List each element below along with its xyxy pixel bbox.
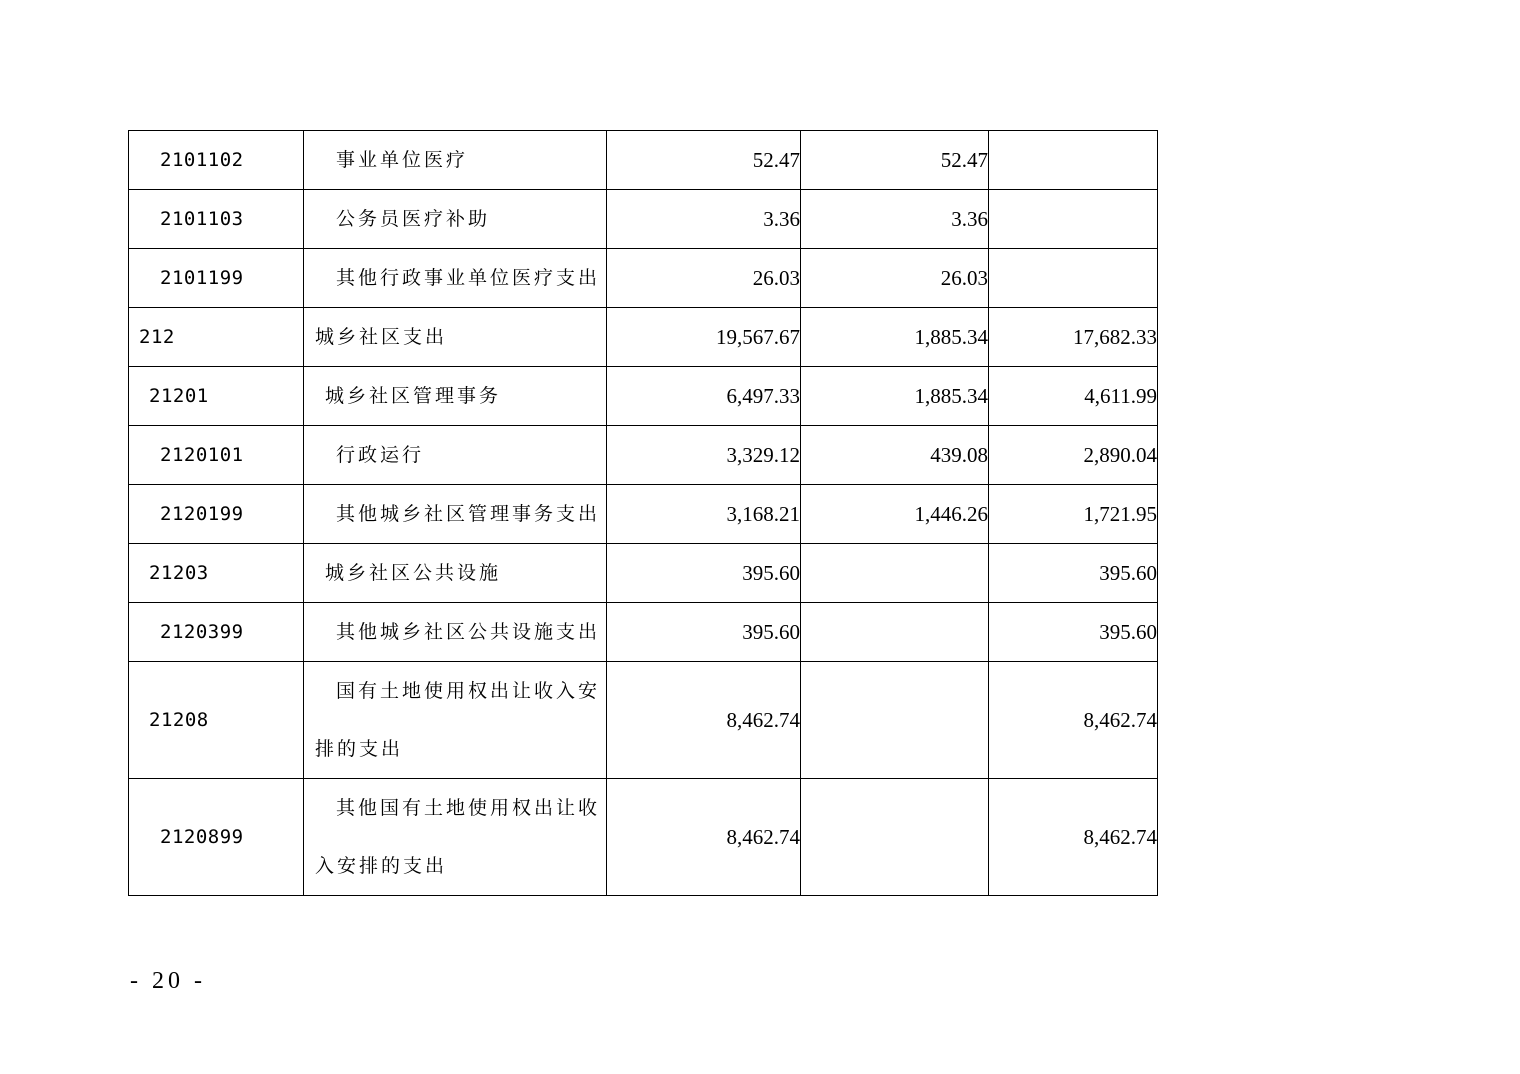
total-amount: 395.60: [607, 603, 801, 662]
subject-name: 其他城乡社区公共设施支出: [304, 603, 607, 662]
subject-code: 21208: [129, 662, 304, 779]
subject-code: 2101102: [129, 131, 304, 190]
total-amount: 8,462.74: [607, 779, 801, 896]
budget-table-body: [129, 131, 1158, 896]
subject-name: 其他行政事业单位医疗支出: [304, 249, 607, 308]
table-row: [129, 367, 1158, 426]
basic-expenditure: [801, 779, 989, 896]
subject-code: 2120101: [129, 426, 304, 485]
total-amount: 26.03: [607, 249, 801, 308]
page-number: - 20 -: [130, 968, 206, 994]
subject-name: 行政运行: [304, 426, 607, 485]
subject-code: 2120899: [129, 779, 304, 896]
project-expenditure: 17,682.33: [989, 308, 1158, 367]
total-amount: 19,567.67: [607, 308, 801, 367]
subject-code: 21201: [129, 367, 304, 426]
subject-name: 其他城乡社区管理事务支出: [304, 485, 607, 544]
basic-expenditure: 52.47: [801, 131, 989, 190]
basic-expenditure: [801, 662, 989, 779]
subject-code: 2101103: [129, 190, 304, 249]
subject-name: 事业单位医疗: [304, 131, 607, 190]
basic-expenditure: 26.03: [801, 249, 989, 308]
subject-name: 公务员医疗补助: [304, 190, 607, 249]
basic-expenditure: 1,446.26: [801, 485, 989, 544]
table-row: [129, 190, 1158, 249]
subject-code: 2101199: [129, 249, 304, 308]
basic-expenditure: [801, 603, 989, 662]
basic-expenditure: 1,885.34: [801, 367, 989, 426]
table-row: [129, 603, 1158, 662]
basic-expenditure: 3.36: [801, 190, 989, 249]
basic-expenditure: 1,885.34: [801, 308, 989, 367]
table-row: [129, 485, 1158, 544]
subject-name: 城乡社区管理事务: [304, 367, 607, 426]
project-expenditure: [989, 190, 1158, 249]
total-amount: 6,497.33: [607, 367, 801, 426]
table-row: [129, 131, 1158, 190]
basic-expenditure: [801, 544, 989, 603]
subject-code: 21203: [129, 544, 304, 603]
project-expenditure: 1,721.95: [989, 485, 1158, 544]
subject-name: 城乡社区公共设施: [304, 544, 607, 603]
project-expenditure: 4,611.99: [989, 367, 1158, 426]
table-row: [129, 662, 1158, 779]
subject-name: 城乡社区支出: [304, 308, 607, 367]
total-amount: 3,329.12: [607, 426, 801, 485]
subject-code: 2120199: [129, 485, 304, 544]
table-row: [129, 426, 1158, 485]
total-amount: 52.47: [607, 131, 801, 190]
table-row: [129, 308, 1158, 367]
project-expenditure: 395.60: [989, 603, 1158, 662]
subject-name: 其他国有土地使用权出让收入安排的支出: [304, 779, 607, 896]
basic-expenditure: 439.08: [801, 426, 989, 485]
subject-code: 2120399: [129, 603, 304, 662]
project-expenditure: 8,462.74: [989, 662, 1158, 779]
table-row: [129, 249, 1158, 308]
total-amount: 395.60: [607, 544, 801, 603]
project-expenditure: 395.60: [989, 544, 1158, 603]
budget-table: [128, 130, 1158, 896]
project-expenditure: [989, 131, 1158, 190]
subject-name: 国有土地使用权出让收入安排的支出: [304, 662, 607, 779]
total-amount: 8,462.74: [607, 662, 801, 779]
project-expenditure: 2,890.04: [989, 426, 1158, 485]
table-row: [129, 779, 1158, 896]
project-expenditure: 8,462.74: [989, 779, 1158, 896]
table-row: [129, 544, 1158, 603]
subject-code: 212: [129, 308, 304, 367]
total-amount: 3,168.21: [607, 485, 801, 544]
total-amount: 3.36: [607, 190, 801, 249]
project-expenditure: [989, 249, 1158, 308]
